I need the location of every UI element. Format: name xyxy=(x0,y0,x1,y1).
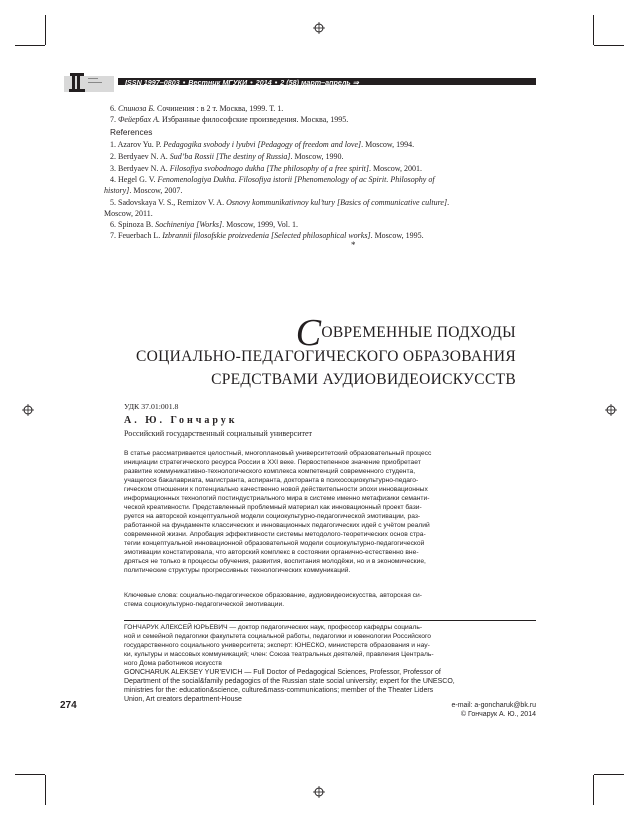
author-info-en-line: Union, Art creators department-House xyxy=(124,696,242,703)
author-info-line: ГОНЧАРУК АЛЕКСЕЙ ЮРЬЕВИЧ — доктор педагогических наук, профессор кафедры социаль- xyxy=(124,624,423,631)
arrow-icon: ⇒ xyxy=(352,78,359,87)
reference-item: 2. Berdyaev N. A. Sud’ba Rossii [The destiny of Russia]. Moscow, 1990. xyxy=(110,152,344,161)
references-heading: References xyxy=(110,127,153,137)
crop-mark xyxy=(15,45,45,46)
title-dropcap: С xyxy=(295,312,322,354)
abstract-line: развитие коммуникативно-технологического комплекса компетенций современного студента, xyxy=(124,468,416,475)
reference-item: 4. Hegel G. V. Fenomenologiya Dukha. Filosofiya istorii [Phenomenology of ac Spirit. Philosophy of xyxy=(110,175,435,184)
author-info-line: ной и семейной педагогики факультета социальной работы, педагогики и ювенологии Российского xyxy=(124,633,431,640)
author-info-en-line: GONCHARUK ALEKSEY YUR’EVICH — Full Doctor of Pedagogical Sciences, Professor, Professor of xyxy=(124,669,441,676)
registration-mark-icon xyxy=(605,404,617,416)
crop-mark xyxy=(15,774,45,775)
registration-mark-icon xyxy=(313,786,325,798)
reference-item: 1. Azarov Yu. P. Pedagogika svobody i lyubvi [Pedagogy of freedom and love]. Moscow, 1994. xyxy=(110,140,415,149)
crop-mark xyxy=(593,775,594,805)
running-header: ISSN 1997–0803 • Вестник МГУКИ • 2014 • 2 (58) март–апрель ⇒ xyxy=(125,78,359,87)
author-info-line: государственного социального университета; эксперт: ЮНЕСКО, министерств образования и нау- xyxy=(124,642,430,649)
year: 2014 xyxy=(255,78,272,87)
page-number: 274 xyxy=(60,700,77,711)
reference-item: 3. Berdyaev N. A. Filosofiya svobodnogo dukha [The philosophy of a free spirit]. Moscow, 2001. xyxy=(110,164,423,173)
registration-mark-icon xyxy=(313,22,325,34)
copyright: © Гончарук А. Ю., 2014 xyxy=(460,711,536,718)
abstract-line: учащегося бакалавриата, магистранта, аспиранта, докторанта в психосоциокультурно-педаго- xyxy=(124,477,419,484)
author-info-en-line: Department of the social&family pedagogics of the Russian state social university; expert for the UNESCO, xyxy=(124,678,455,685)
reference-item-continued: Moscow, 2011. xyxy=(104,209,153,218)
author-email: e-mail: a-goncharuk@bk.ru xyxy=(451,702,536,709)
article-title-line: СОЦИАЛЬНО-ПЕДАГОГИЧЕСКОГО ОБРАЗОВАНИЯ xyxy=(136,348,516,365)
bibliography-item: 6. Спиноза Б. Сочинения : в 2 т. Москва, 1999. Т. 1. xyxy=(110,104,284,113)
abstract-line: ческой креативности. Представленный проблемный материал как инновационный проект бази- xyxy=(124,504,422,511)
abstract-line: работанной на фундаменте классических и инновационных педагогических идей с учётом реалий xyxy=(124,522,430,529)
bibliography-item: 7. Фейербах А. Избранные философские произведения. Москва, 1995. xyxy=(110,115,349,124)
abstract-line: гическом отношении к потенциально качественно новой действительности эпохи инновационных xyxy=(124,486,428,493)
crop-mark xyxy=(45,15,46,45)
reference-item: 6. Spinoza B. Sochineniya [Works]. Moscow, 1999, Vol. 1. xyxy=(110,220,298,229)
crop-mark xyxy=(593,15,594,45)
abstract-line: информационных технологий постиндустриального мира в системе именно метафизики семанти- xyxy=(124,495,430,502)
abstract-line: тегии концептуальной инновационной образовательной модели социокультурно-педагогической xyxy=(124,540,425,547)
article-title-line: СОВРЕМЕННЫЕ ПОДХОДЫ xyxy=(295,312,516,354)
reference-item-continued: history]. Moscow, 2007. xyxy=(104,186,183,195)
author-info-divider xyxy=(124,620,536,621)
author-info-line: ного Дома работников искусств xyxy=(124,660,222,667)
author-name: А. Ю. Гончарук xyxy=(124,415,238,426)
author-info-en-line: ministries for the: education&science, culture&mass-communications; member of the Theater Liders xyxy=(124,687,434,694)
abstract-line: дряться не только в процессы обучения, развития, воспитания молодёжи, но и в экономические, xyxy=(124,558,426,565)
abstract-line: В статье рассматривается целостный, многоплановый университетский образовательный процесс xyxy=(124,450,432,457)
abstract-line: инициации стратегического ресурса России в XXI веке. Первостепенное значение приобретает xyxy=(124,459,421,466)
section-separator: * xyxy=(351,240,356,250)
keywords-line: стема социокультурно-педагогической эмотивации. xyxy=(124,601,285,608)
crop-mark xyxy=(594,774,624,775)
abstract-line: руется на авторской концептуальной модели социокультурно-педагогической эмотивации, раз- xyxy=(124,513,421,520)
reference-item: 5. Sadovskaya V. S., Remizov V. A. Osnovy kommunikativnoy kul’tury [Basics of communicative culture]. xyxy=(110,198,450,207)
abstract-line: современной жизни. Апробация эффективности системы методолого-теоретических основ стра- xyxy=(124,531,426,538)
abstract-line: эмотивации констатировала, что авторский комплекс в состоянии органично-естественно вне- xyxy=(124,549,419,556)
crop-mark xyxy=(594,45,624,46)
article-title-line: СРЕДСТВАМИ АУДИОВИДЕОИСКУССТВ xyxy=(211,371,516,388)
journal-column-logo-icon xyxy=(64,70,114,92)
issn: ISSN 1997–0803 xyxy=(125,78,180,87)
journal-name: Вестник МГУКИ xyxy=(188,78,248,87)
author-affiliation: Российский государственный социальный университет xyxy=(124,429,313,438)
keywords-line: Ключевые слова: социально-педагогическое образование, аудиовидеоискусства, авторская си- xyxy=(124,592,422,599)
registration-mark-icon xyxy=(22,404,34,416)
issue: 2 (58) март–апрель xyxy=(280,78,351,87)
udk-code: УДК 37.01:001.8 xyxy=(124,402,179,411)
reference-item: 7. Feuerbach L. Izbrannii filosofskie proizvedenia [Selected philosophical works]. Moscow, 1995. xyxy=(110,231,424,240)
author-info-line: ки, культуры и массовых коммуникаций; член: Союза театральных деятелей, правления Централь- xyxy=(124,651,434,658)
crop-mark xyxy=(45,775,46,805)
abstract-line: политические структуры прогрессивных технологических коммуникаций. xyxy=(124,567,351,574)
